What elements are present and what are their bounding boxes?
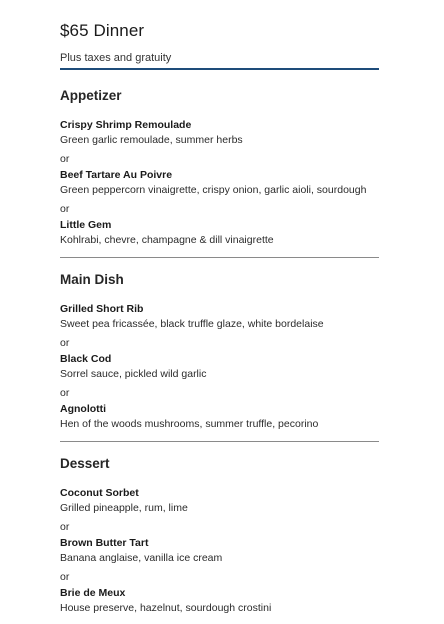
section-dessert xyxy=(60,455,379,615)
item-name: Black Cod xyxy=(60,353,112,365)
item-name: Coconut Sorbet xyxy=(60,487,139,499)
item-name: Beef Tartare Au Poivre xyxy=(60,169,173,181)
item-description: Hen of the woods mushrooms, summer truffle, pecorino xyxy=(60,418,319,430)
or-separator: or xyxy=(60,203,70,215)
item-description: Kohlrabi, chevre, champagne & dill vinaigrette xyxy=(60,234,274,246)
or-separator: or xyxy=(60,153,70,165)
menu-subtitle: Plus taxes and gratuity xyxy=(60,52,172,64)
or-separator: or xyxy=(60,521,70,533)
section-title: Main Dish xyxy=(60,272,124,287)
section-main-dish xyxy=(60,271,379,431)
item-description: Grilled pineapple, rum, lime xyxy=(60,502,188,514)
item-name: Agnolotti xyxy=(60,403,107,415)
item-list xyxy=(60,302,379,431)
section-title: Appetizer xyxy=(60,88,122,103)
menu-title: $65 Dinner xyxy=(60,21,145,40)
item-description: House preserve, hazelnut, sourdough crostini xyxy=(60,602,272,614)
item-description: Green peppercorn vinaigrette, crispy onion, garlic aioli, sourdough xyxy=(60,184,367,196)
item-name: Brown Butter Tart xyxy=(60,537,149,549)
section-appetizer xyxy=(60,87,379,247)
item-description: Green garlic remoulade, summer herbs xyxy=(60,134,243,146)
item-name: Grilled Short Rib xyxy=(60,303,144,315)
item-description: Sweet pea fricassée, black truffle glaze, white bordelaise xyxy=(60,318,324,330)
item-name: Little Gem xyxy=(60,219,112,231)
section-title: Dessert xyxy=(60,456,110,471)
section-divider xyxy=(60,441,379,442)
header-divider xyxy=(60,68,379,70)
item-list xyxy=(60,118,379,247)
or-separator: or xyxy=(60,571,70,583)
or-separator: or xyxy=(60,337,70,349)
item-name: Crispy Shrimp Remoulade xyxy=(60,119,192,131)
item-name: Brie de Meux xyxy=(60,587,126,599)
section-divider xyxy=(60,257,379,258)
item-list xyxy=(60,486,379,615)
item-description: Banana anglaise, vanilla ice cream xyxy=(60,552,223,564)
item-description: Sorrel sauce, pickled wild garlic xyxy=(60,368,207,380)
or-separator: or xyxy=(60,387,70,399)
menu-header xyxy=(60,20,379,65)
